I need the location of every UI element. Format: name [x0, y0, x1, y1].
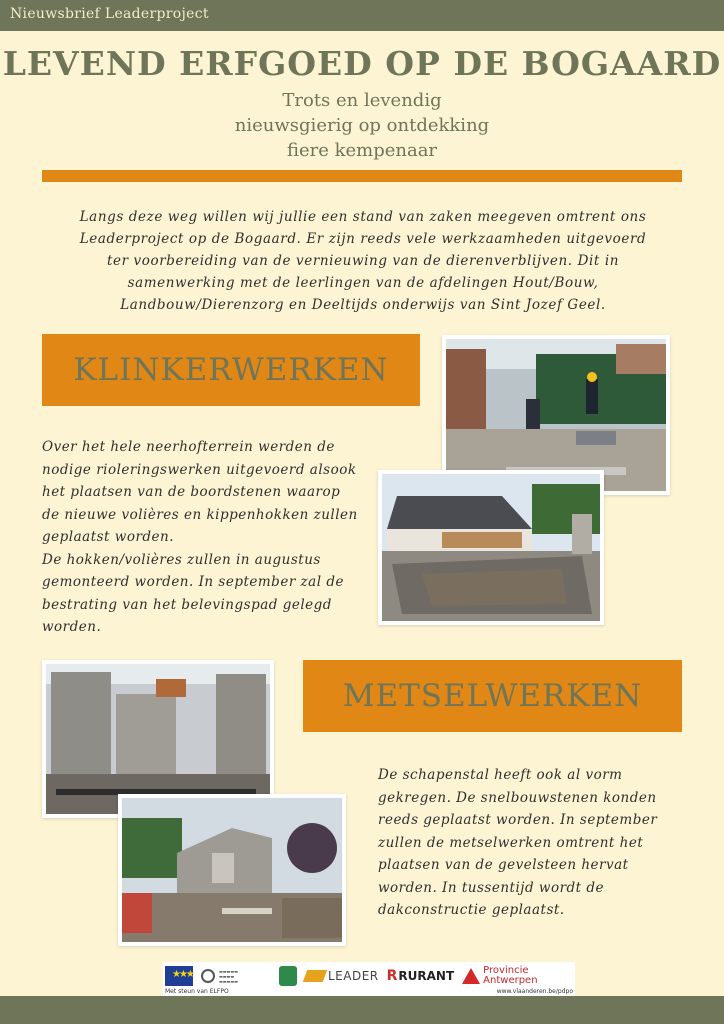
subtitle: [0, 88, 724, 163]
intro-paragraph: Langs deze weg willen wij jullie een stand van zaken meegeven omtrent ons Leaderproject op de Bogaard. Er zijn reeds vele werkzaamheden uitgevoerd ter voorbereiding van de vernieuwing van de dierenverblijven. Dit in samenwerking met de leerlingen van de afdelingen Hout/Bouw, Landbouw/Dierenzorg en Deeltijds onderwijs van Sint Jozef Geel.: [79, 209, 647, 313]
rurant-logo: R RURANT: [386, 968, 455, 984]
photo-kerbstones-building: [378, 470, 604, 625]
bottom-bar: [0, 996, 724, 1024]
page-title: LEVEND ERFGOED OP DE BOGAARD: [2, 44, 722, 83]
subtitle-line: Trots en levendig: [282, 90, 442, 111]
section-heading-text: KLINKERWERKEN: [73, 352, 389, 388]
section-heading-metselwerken: [303, 660, 682, 732]
section-heading-text: METSELWERKEN: [342, 678, 643, 714]
divider: [42, 170, 682, 182]
paragraph: Over het hele neerhofterrein werden de nodige rioleringswerken uitgevoerd alsook het plaatsen van de boordstenen waarop de nieuwe volières en kippenhokken zullen geplaatst worden.: [42, 439, 358, 545]
website-text: www.vlaanderen.be/pdpo: [496, 988, 573, 995]
top-bar: [0, 0, 724, 31]
leader-logo: LEADER: [305, 969, 379, 983]
subtitle-line: nieuwsgierig op ontdekking: [234, 115, 490, 136]
paragraph: De schapenstal heeft ook al vorm gekregen. De snelbouwstenen konden reeds geplaatst worden. In september zullen de metselwerken omtrent het plaatsen van de gevelsteen hervat worden. In tussentijd wordt de dakconstructie geplaatst.: [378, 767, 658, 918]
support-text: Met steun van ELFPO: [165, 988, 229, 995]
photo-sheep-stable: [118, 794, 346, 946]
eu-flag-icon: ★★★: [163, 966, 193, 986]
klinkerwerken-text: [42, 436, 360, 639]
section-heading-klinkerwerken: [42, 334, 420, 406]
vlaanderen-logo-icon: ▬▬▬▬▬ ▬▬▬▬ ▬▬▬▬▬: [201, 966, 271, 986]
sponsor-logos: [163, 962, 575, 996]
leaf-logo-icon: [279, 966, 297, 986]
paragraph: De hokken/volières zullen in augustus gemonteerd worden. In september zal de bestrating van het belevingspad gelegd worden.: [42, 551, 344, 635]
metselwerken-text: [378, 764, 668, 922]
provincie-antwerpen-logo: Provincie Antwerpen: [462, 966, 537, 986]
subtitle-line: fiere kempenaar: [286, 140, 438, 161]
newsletter-label: Nieuwsbrief Leaderproject: [10, 6, 209, 22]
